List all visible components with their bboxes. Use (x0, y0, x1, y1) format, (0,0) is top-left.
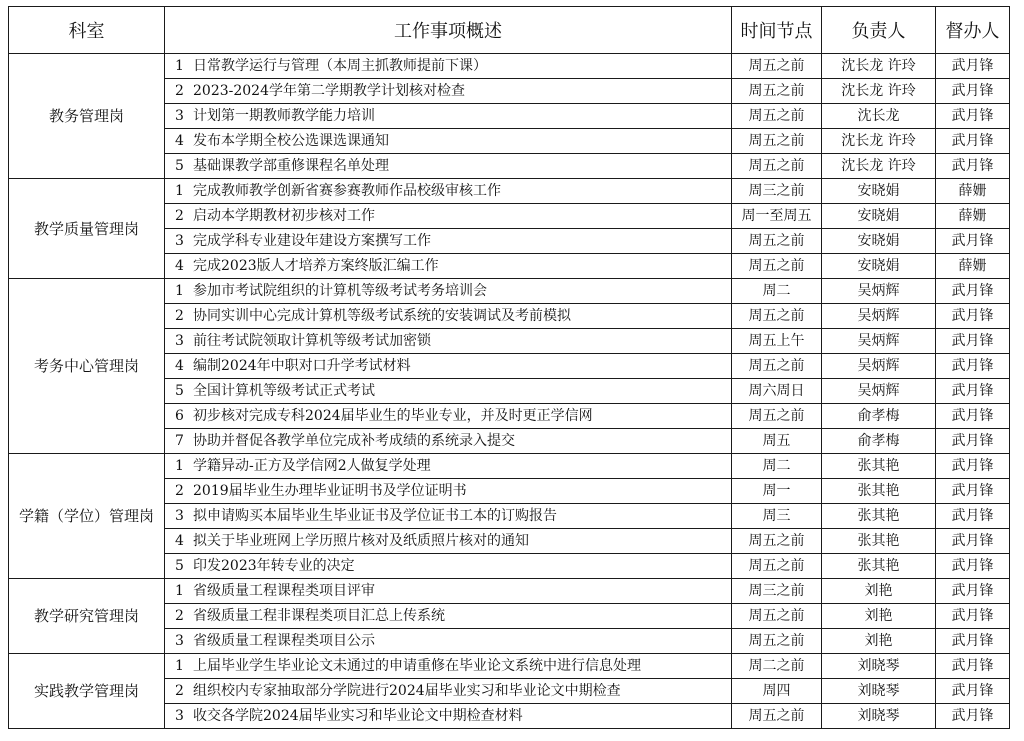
task-cell (165, 604, 732, 629)
table-row (9, 279, 1010, 304)
task-text: 前往考试院领取计算机等级考试加密锁 (193, 333, 431, 349)
work-schedule-table (8, 6, 1010, 729)
task-cell (165, 704, 732, 729)
task-cell (165, 579, 732, 604)
supervisor-cell: 武月锋 (936, 629, 1010, 654)
time-cell: 周五之前 (732, 554, 822, 579)
owner-cell: 沈长龙 许玲 (822, 54, 936, 79)
dept-cell: 教学质量管理岗 (9, 179, 165, 279)
task-text: 协助并督促各教学单位完成补考成绩的系统录入提交 (193, 433, 515, 449)
time-cell: 周五之前 (732, 404, 822, 429)
task-number: 3 (175, 333, 184, 349)
dept-cell: 实践教学管理岗 (9, 654, 165, 729)
supervisor-cell: 武月锋 (936, 154, 1010, 179)
dept-cell: 教学研究管理岗 (9, 579, 165, 654)
owner-cell: 沈长龙 许玲 (822, 154, 936, 179)
task-cell (165, 229, 732, 254)
supervisor-cell: 武月锋 (936, 329, 1010, 354)
task-cell (165, 679, 732, 704)
task-number: 2 (175, 483, 184, 499)
task-number: 3 (175, 508, 184, 524)
task-text: 完成学科专业建设年建设方案撰写工作 (193, 233, 431, 249)
owner-cell: 沈长龙 许玲 (822, 129, 936, 154)
header-task: 工作事项概述 (165, 7, 732, 54)
supervisor-cell: 薛姗 (936, 254, 1010, 279)
task-number: 2 (175, 308, 184, 324)
owner-cell: 俞孝梅 (822, 429, 936, 454)
owner-cell: 吴炳辉 (822, 379, 936, 404)
task-number: 2 (175, 83, 184, 99)
table-row (9, 54, 1010, 79)
task-number: 1 (175, 658, 184, 674)
owner-cell: 安晓娟 (822, 254, 936, 279)
time-cell: 周五之前 (732, 79, 822, 104)
task-number: 5 (175, 158, 184, 174)
task-text: 省级质量工程课程类项目公示 (193, 633, 375, 649)
task-cell (165, 179, 732, 204)
task-number: 3 (175, 708, 184, 724)
task-number: 3 (175, 108, 184, 124)
task-cell (165, 404, 732, 429)
owner-cell: 刘晓琴 (822, 679, 936, 704)
time-cell: 周五之前 (732, 129, 822, 154)
dept-cell: 考务中心管理岗 (9, 279, 165, 454)
task-text: 启动本学期教材初步核对工作 (193, 208, 375, 224)
time-cell: 周二之前 (732, 654, 822, 679)
supervisor-cell: 武月锋 (936, 404, 1010, 429)
task-cell (165, 254, 732, 279)
task-cell (165, 629, 732, 654)
supervisor-cell: 武月锋 (936, 429, 1010, 454)
owner-cell: 张其艳 (822, 479, 936, 504)
supervisor-cell: 武月锋 (936, 654, 1010, 679)
task-text: 省级质量工程非课程类项目汇总上传系统 (193, 608, 445, 624)
task-cell (165, 479, 732, 504)
task-text: 基础课教学部重修课程名单处理 (193, 158, 389, 174)
header-owner: 负责人 (822, 7, 936, 54)
owner-cell: 张其艳 (822, 454, 936, 479)
supervisor-cell: 武月锋 (936, 579, 1010, 604)
time-cell: 周六周日 (732, 379, 822, 404)
header-row (9, 7, 1010, 54)
owner-cell: 沈长龙 许玲 (822, 79, 936, 104)
supervisor-cell: 武月锋 (936, 554, 1010, 579)
task-text: 编制2024年中职对口升学考试材料 (193, 358, 411, 374)
task-text: 发布本学期全校公选课选课通知 (193, 133, 389, 149)
owner-cell: 刘晓琴 (822, 654, 936, 679)
task-number: 2 (175, 608, 184, 624)
task-number: 7 (175, 433, 184, 449)
supervisor-cell: 武月锋 (936, 479, 1010, 504)
supervisor-cell: 武月锋 (936, 304, 1010, 329)
header-dept: 科室 (9, 7, 165, 54)
task-number: 3 (175, 233, 184, 249)
owner-cell: 吴炳辉 (822, 354, 936, 379)
task-number: 3 (175, 633, 184, 649)
table-row (9, 454, 1010, 479)
owner-cell: 刘晓琴 (822, 704, 936, 729)
supervisor-cell: 武月锋 (936, 54, 1010, 79)
time-cell: 周五之前 (732, 54, 822, 79)
time-cell: 周二 (732, 454, 822, 479)
time-cell: 周三 (732, 504, 822, 529)
task-number: 2 (175, 208, 184, 224)
work-schedule-document (8, 6, 1010, 729)
supervisor-cell: 武月锋 (936, 129, 1010, 154)
owner-cell: 刘艳 (822, 579, 936, 604)
supervisor-cell: 武月锋 (936, 704, 1010, 729)
owner-cell: 安晓娟 (822, 229, 936, 254)
task-number: 4 (175, 133, 184, 149)
task-cell (165, 54, 732, 79)
supervisor-cell: 武月锋 (936, 529, 1010, 554)
task-number: 5 (175, 383, 184, 399)
task-text: 2019届毕业生办理毕业证明书及学位证明书 (193, 483, 467, 499)
owner-cell: 张其艳 (822, 504, 936, 529)
task-number: 5 (175, 558, 184, 574)
owner-cell: 沈长龙 (822, 104, 936, 129)
task-text: 完成2023版人才培养方案终版汇编工作 (193, 258, 439, 274)
time-cell: 周五上午 (732, 329, 822, 354)
supervisor-cell: 武月锋 (936, 279, 1010, 304)
time-cell: 周三之前 (732, 579, 822, 604)
task-text: 学籍异动-正方及学信网2人做复学处理 (193, 458, 431, 474)
task-number: 1 (175, 458, 184, 474)
task-text: 印发2023年转专业的决定 (193, 558, 355, 574)
time-cell: 周三之前 (732, 179, 822, 204)
owner-cell: 刘艳 (822, 604, 936, 629)
task-cell (165, 279, 732, 304)
task-cell (165, 304, 732, 329)
task-number: 6 (175, 408, 184, 424)
time-cell: 周一 (732, 479, 822, 504)
time-cell: 周五之前 (732, 529, 822, 554)
task-cell (165, 379, 732, 404)
task-cell (165, 554, 732, 579)
supervisor-cell: 薛姗 (936, 204, 1010, 229)
task-text: 协同实训中心完成计算机等级考试系统的安装调试及考前模拟 (193, 308, 571, 324)
task-text: 参加市考试院组织的计算机等级考试考务培训会 (193, 283, 487, 299)
time-cell: 周五之前 (732, 704, 822, 729)
task-cell (165, 204, 732, 229)
time-cell: 周五之前 (732, 304, 822, 329)
supervisor-cell: 武月锋 (936, 229, 1010, 254)
owner-cell: 吴炳辉 (822, 304, 936, 329)
task-cell (165, 504, 732, 529)
task-text: 组织校内专家抽取部分学院进行2024届毕业实习和毕业论文中期检查 (193, 683, 621, 699)
time-cell: 周四 (732, 679, 822, 704)
owner-cell: 张其艳 (822, 554, 936, 579)
header-time: 时间节点 (732, 7, 822, 54)
task-number: 1 (175, 583, 184, 599)
task-number: 2 (175, 683, 184, 699)
task-cell (165, 129, 732, 154)
supervisor-cell: 武月锋 (936, 504, 1010, 529)
task-text: 拟申请购买本届毕业生毕业证书及学位证书工本的订购报告 (193, 508, 557, 524)
task-cell (165, 354, 732, 379)
task-cell (165, 154, 732, 179)
task-text: 收交各学院2024届毕业实习和毕业论文中期检查材料 (193, 708, 523, 724)
time-cell: 周五之前 (732, 629, 822, 654)
time-cell: 周五 (732, 429, 822, 454)
time-cell: 周五之前 (732, 254, 822, 279)
header-supervisor: 督办人 (936, 7, 1010, 54)
supervisor-cell: 武月锋 (936, 604, 1010, 629)
supervisor-cell: 武月锋 (936, 454, 1010, 479)
supervisor-cell: 武月锋 (936, 354, 1010, 379)
task-text: 全国计算机等级考试正式考试 (193, 383, 375, 399)
task-text: 完成教师教学创新省赛参赛教师作品校级审核工作 (193, 183, 501, 199)
owner-cell: 安晓娟 (822, 204, 936, 229)
supervisor-cell: 武月锋 (936, 79, 1010, 104)
table-body (9, 54, 1010, 729)
task-number: 4 (175, 258, 184, 274)
task-number: 1 (175, 58, 184, 74)
owner-cell: 吴炳辉 (822, 329, 936, 354)
owner-cell: 刘艳 (822, 629, 936, 654)
time-cell: 周五之前 (732, 154, 822, 179)
task-text: 2023-2024学年第二学期教学计划核对检查 (193, 83, 465, 99)
task-cell (165, 529, 732, 554)
task-text: 拟关于毕业班网上学历照片核对及纸质照片核对的通知 (193, 533, 529, 549)
time-cell: 周一至周五 (732, 204, 822, 229)
task-text: 日常教学运行与管理（本周主抓教师提前下课） (193, 58, 487, 74)
time-cell: 周二 (732, 279, 822, 304)
owner-cell: 安晓娟 (822, 179, 936, 204)
time-cell: 周五之前 (732, 354, 822, 379)
task-number: 4 (175, 533, 184, 549)
task-text: 初步核对完成专科2024届毕业生的毕业专业，并及时更正学信网 (193, 408, 593, 424)
task-text: 省级质量工程课程类项目评审 (193, 583, 375, 599)
task-cell (165, 104, 732, 129)
table-row (9, 179, 1010, 204)
time-cell: 周五之前 (732, 604, 822, 629)
supervisor-cell: 薛姗 (936, 179, 1010, 204)
time-cell: 周五之前 (732, 104, 822, 129)
task-number: 1 (175, 183, 184, 199)
owner-cell: 张其艳 (822, 529, 936, 554)
dept-cell: 教务管理岗 (9, 54, 165, 179)
task-cell (165, 79, 732, 104)
task-cell (165, 454, 732, 479)
time-cell: 周五之前 (732, 229, 822, 254)
owner-cell: 吴炳辉 (822, 279, 936, 304)
task-cell (165, 329, 732, 354)
task-text: 计划第一期教师教学能力培训 (193, 108, 375, 124)
task-number: 4 (175, 358, 184, 374)
task-cell (165, 654, 732, 679)
supervisor-cell: 武月锋 (936, 104, 1010, 129)
owner-cell: 俞孝梅 (822, 404, 936, 429)
task-number: 1 (175, 283, 184, 299)
table-row (9, 654, 1010, 679)
supervisor-cell: 武月锋 (936, 679, 1010, 704)
task-cell (165, 429, 732, 454)
task-text: 上届毕业学生毕业论文未通过的申请重修在毕业论文系统中进行信息处理 (193, 658, 641, 674)
supervisor-cell: 武月锋 (936, 379, 1010, 404)
table-row (9, 579, 1010, 604)
dept-cell: 学籍（学位）管理岗 (9, 454, 165, 579)
